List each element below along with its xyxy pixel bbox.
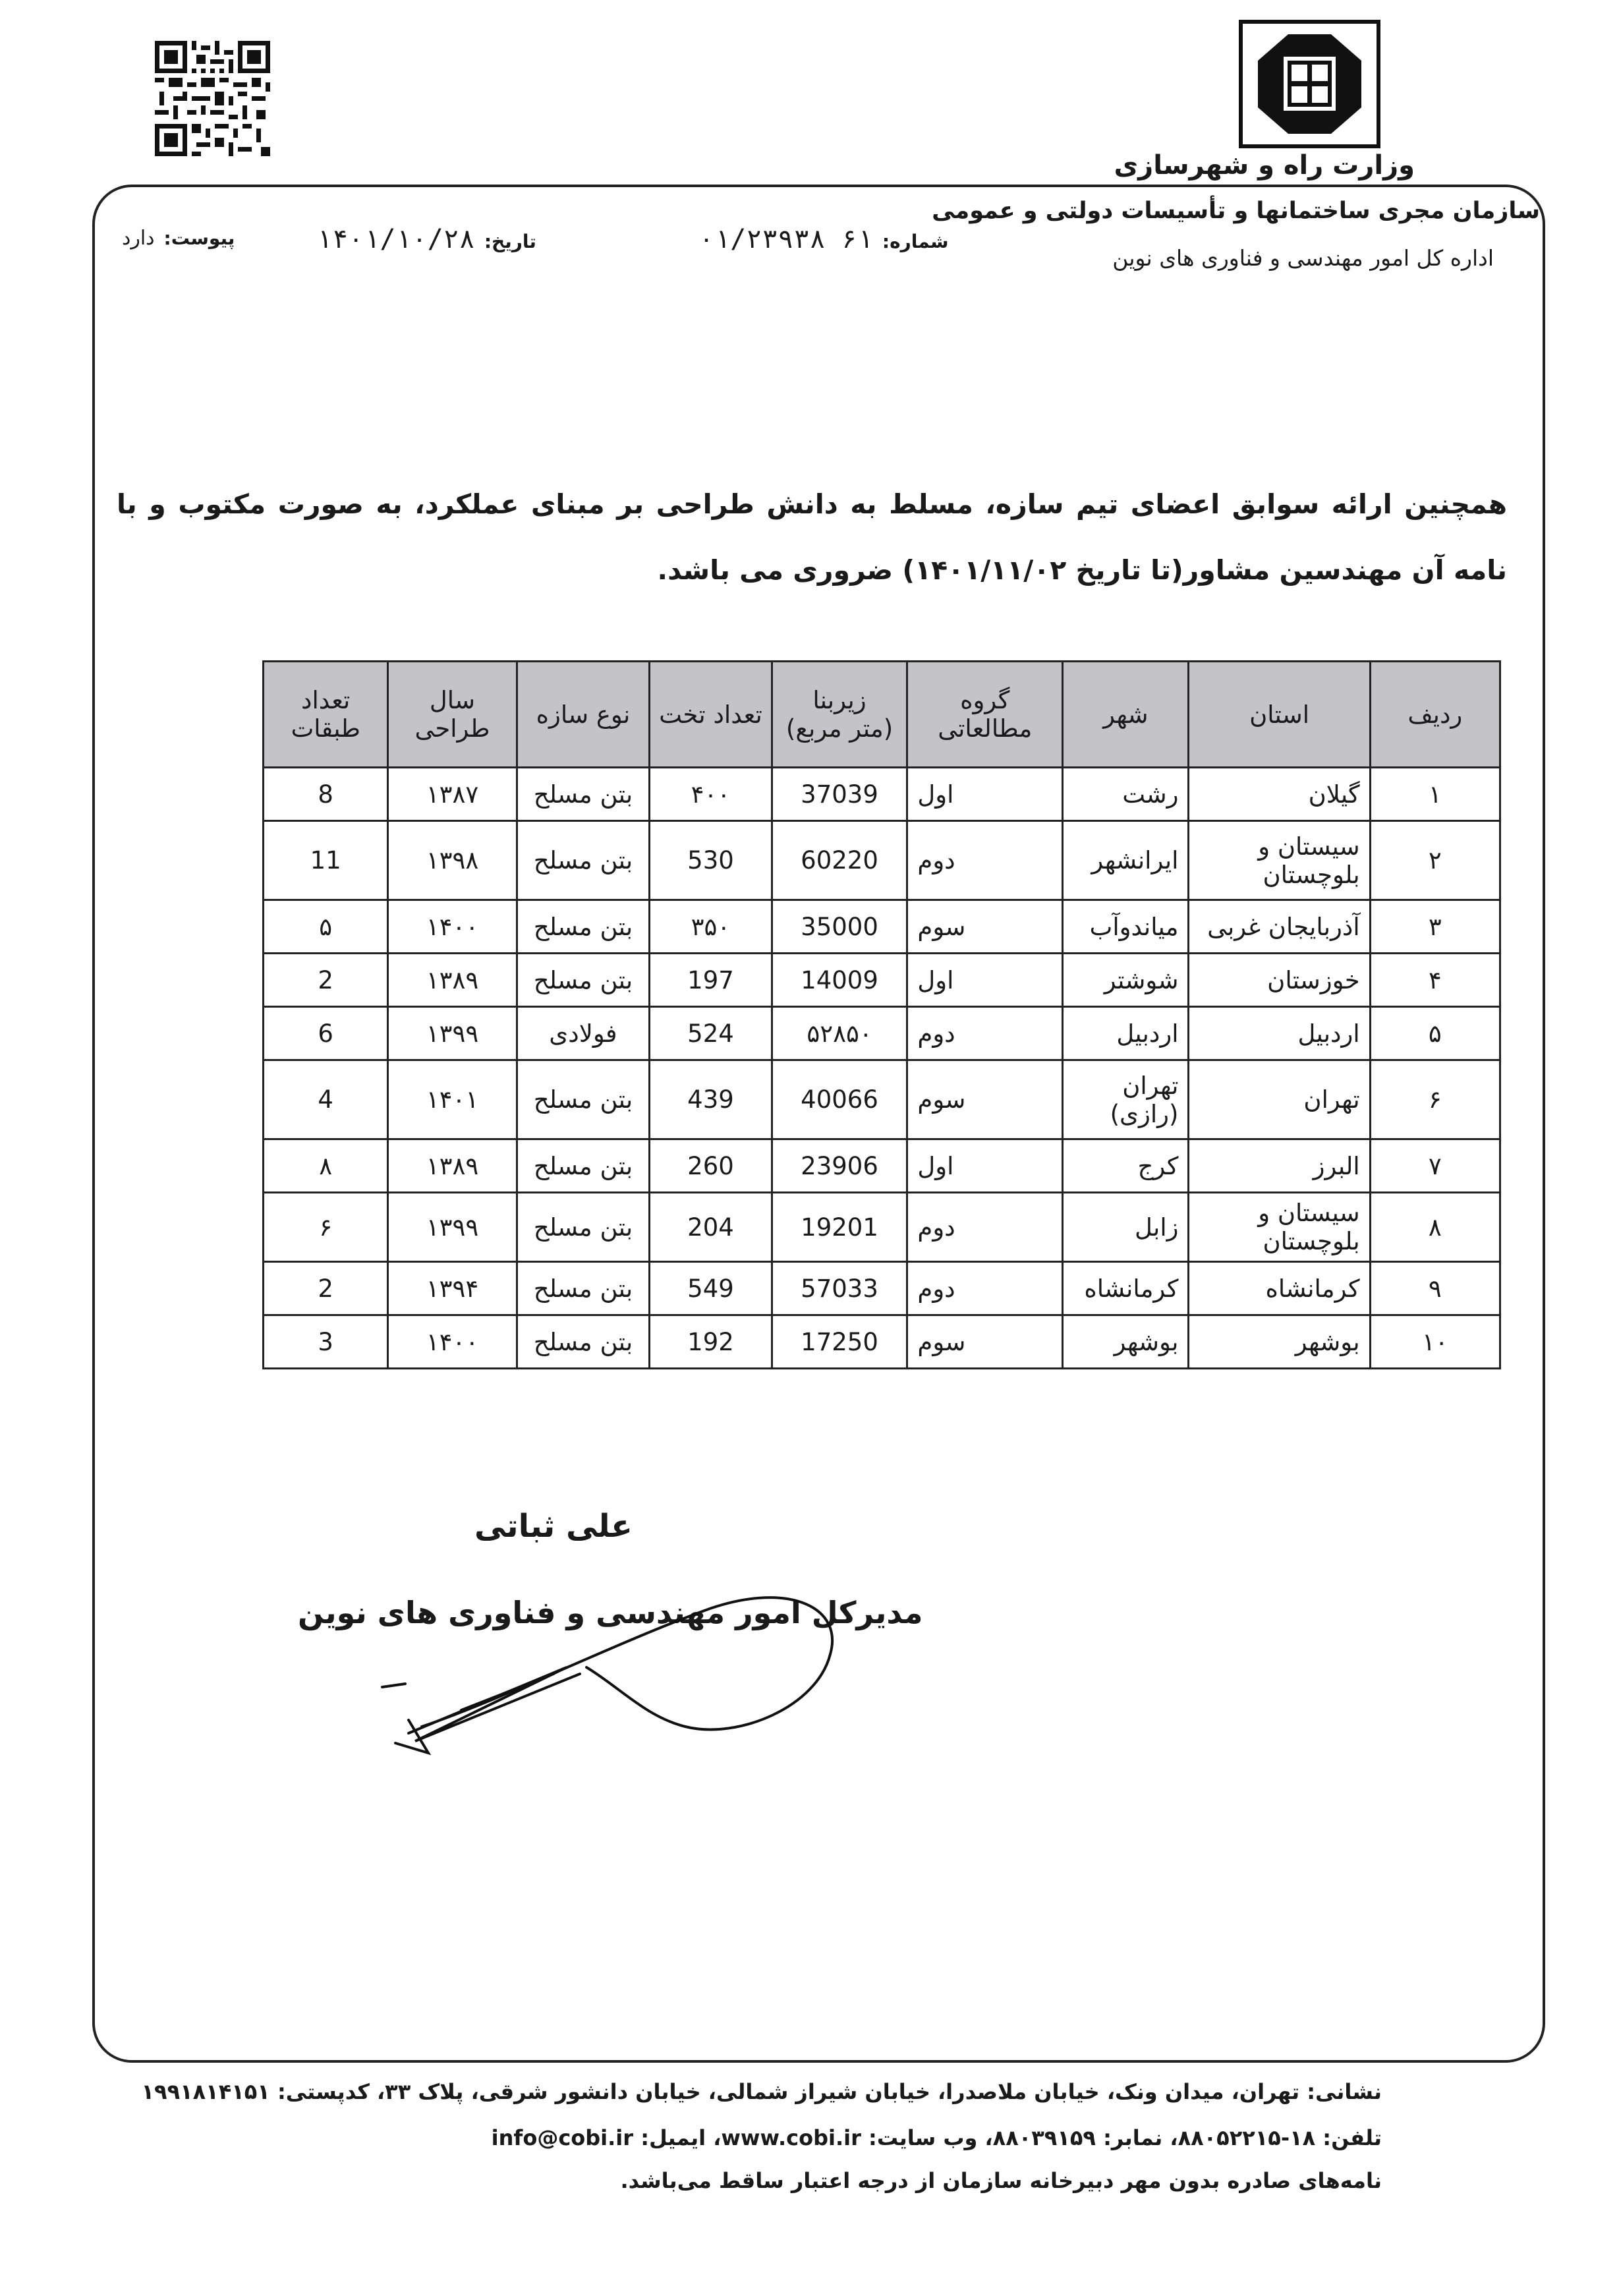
- cell-noe: بتن مسلح: [517, 954, 650, 1007]
- cell-ostan: گیلان: [1189, 768, 1370, 821]
- cell-gorooh: دوم: [907, 821, 1063, 900]
- cell-sal: ۱۳۸۹: [388, 1139, 517, 1193]
- header-shahr: شهر: [1063, 662, 1189, 768]
- cell-sal: ۱۴۰۱: [388, 1060, 517, 1139]
- cell-tabaghe: ۵: [264, 900, 388, 954]
- signature-icon: [369, 1568, 883, 1766]
- footer-contact: تلفن: ۱۸-۸۸۰۵۲۲۱۵، نمابر: ۸۸۰۳۹۱۵۹، وب سایت: www.cobi.ir، ایمیل: info@cobi.ir: [491, 2125, 1382, 2150]
- body-paragraph: همچنین ارائه سوابق اعضای تیم سازه، مسلط به دانش طراحی بر مبنای عملکرد، به صورت مکتوب و با نامه آن مهندسین مشاور(تا تاریخ ۱۴۰۱/۱۱/۰۲) ضروری می باشد.: [117, 488, 1507, 586]
- cell-shahr: تهران (رازی): [1063, 1060, 1189, 1139]
- cell-ostan: سیستان و بلوچستان: [1189, 821, 1370, 900]
- cell-tabaghe: 2: [264, 954, 388, 1007]
- cell-zir: 14009: [772, 954, 907, 1007]
- table-row: [264, 1060, 1500, 1139]
- cell-radif: ۴: [1370, 954, 1500, 1007]
- table-row: [264, 900, 1500, 954]
- cell-takht: 192: [650, 1315, 772, 1369]
- cell-ostan: کرمانشاه: [1189, 1262, 1370, 1315]
- cell-noe: بتن مسلح: [517, 1262, 650, 1315]
- footer-address: نشانی: تهران، میدان ونک، خیابان ملاصدرا، خیابان شیراز شمالی، خیابان دانشور شرقی، پلاک ۳۳، کدپستی: ۱۹۹۱۸۱۴۱۵۱: [141, 2079, 1382, 2104]
- cell-shahr: زابل: [1063, 1193, 1189, 1262]
- cell-takht: 439: [650, 1060, 772, 1139]
- cell-takht: 204: [650, 1193, 772, 1262]
- cell-tabaghe: 8: [264, 768, 388, 821]
- cell-zir: 37039: [772, 768, 907, 821]
- table-row: [264, 821, 1500, 900]
- cell-gorooh: دوم: [907, 1007, 1063, 1060]
- cell-takht: ۴۰۰: [650, 768, 772, 821]
- table-row: [264, 954, 1500, 1007]
- cell-radif: ۹: [1370, 1262, 1500, 1315]
- number-label: شماره:: [882, 231, 949, 252]
- cell-zir: 23906: [772, 1139, 907, 1193]
- cell-noe: بتن مسلح: [517, 900, 650, 954]
- cell-shahr: شوشتر: [1063, 954, 1189, 1007]
- cell-tabaghe: 11: [264, 821, 388, 900]
- cell-radif: ۶: [1370, 1060, 1500, 1139]
- cell-gorooh: اول: [907, 1139, 1063, 1193]
- cell-gorooh: اول: [907, 954, 1063, 1007]
- attachment-value: دارد: [122, 227, 155, 250]
- table-row: [264, 1193, 1500, 1262]
- cell-ostan: سیستان و بلوچستان: [1189, 1193, 1370, 1262]
- cell-zir: 60220: [772, 821, 907, 900]
- header-gorooh: گروه مطالعاتی: [907, 662, 1063, 768]
- cell-tabaghe: 2: [264, 1262, 388, 1315]
- cell-sal: ۱۳۹۴: [388, 1262, 517, 1315]
- cell-noe: بتن مسلح: [517, 821, 650, 900]
- cell-noe: بتن مسلح: [517, 768, 650, 821]
- cell-ostan: اردبیل: [1189, 1007, 1370, 1060]
- department-name: اداره کل امور مهندسی و فناوری های نوین: [1112, 245, 1494, 271]
- cell-tabaghe: 4: [264, 1060, 388, 1139]
- table-header-row: [264, 662, 1500, 768]
- header-ostan: استان: [1189, 662, 1370, 768]
- cell-gorooh: دوم: [907, 1193, 1063, 1262]
- number-value: ۶۱ ۰۱/۲۳۹۳۸: [698, 224, 873, 254]
- cell-shahr: ایرانشهر: [1063, 821, 1189, 900]
- cell-radif: ۸: [1370, 1193, 1500, 1262]
- cell-gorooh: اول: [907, 768, 1063, 821]
- cell-radif: ۱۰: [1370, 1315, 1500, 1369]
- cell-sal: ۱۳۹۹: [388, 1193, 517, 1262]
- cell-sal: ۱۴۰۰: [388, 900, 517, 954]
- table-row: [264, 1262, 1500, 1315]
- signer-title: مدیرکل امور مهندسی و فناوری های نوین: [298, 1595, 923, 1630]
- cell-zir: 17250: [772, 1315, 907, 1369]
- cell-takht: 197: [650, 954, 772, 1007]
- cell-noe: بتن مسلح: [517, 1060, 650, 1139]
- table-row: [264, 1139, 1500, 1193]
- cell-shahr: کرج: [1063, 1139, 1189, 1193]
- cell-tabaghe: 3: [264, 1315, 388, 1369]
- cell-zir: 57033: [772, 1262, 907, 1315]
- cell-shahr: اردبیل: [1063, 1007, 1189, 1060]
- header-sal: سال طراحی: [388, 662, 517, 768]
- cell-radif: ۷: [1370, 1139, 1500, 1193]
- cell-noe: بتن مسلح: [517, 1139, 650, 1193]
- cell-zir: 40066: [772, 1060, 907, 1139]
- cell-radif: ۱: [1370, 768, 1500, 821]
- cell-takht: 260: [650, 1139, 772, 1193]
- cell-ostan: تهران: [1189, 1060, 1370, 1139]
- projects-table: [262, 660, 1501, 1369]
- cell-sal: ۱۳۹۹: [388, 1007, 517, 1060]
- cell-sal: ۱۴۰۰: [388, 1315, 517, 1369]
- cell-tabaghe: ۸: [264, 1139, 388, 1193]
- cell-gorooh: سوم: [907, 1315, 1063, 1369]
- cell-radif: ۵: [1370, 1007, 1500, 1060]
- cell-shahr: رشت: [1063, 768, 1189, 821]
- organization-name: سازمان مجری ساختمانها و تأسیسات دولتی و عمومی: [932, 198, 1540, 224]
- cell-radif: ۲: [1370, 821, 1500, 900]
- cell-noe: بتن مسلح: [517, 1315, 650, 1369]
- qr-code-icon: [155, 41, 270, 156]
- cell-ostan: آذربایجان غربی: [1189, 900, 1370, 954]
- header-takht: تعداد تخت: [650, 662, 772, 768]
- cell-sal: ۱۳۸۷: [388, 768, 517, 821]
- ministry-logo-icon: [1239, 20, 1380, 148]
- cell-radif: ۳: [1370, 900, 1500, 954]
- header-tabaghat: تعداد طبقات: [264, 662, 388, 768]
- table-row: [264, 768, 1500, 821]
- cell-gorooh: سوم: [907, 900, 1063, 954]
- cell-shahr: میاندوآب: [1063, 900, 1189, 954]
- cell-shahr: کرمانشاه: [1063, 1262, 1189, 1315]
- table-row: [264, 1315, 1500, 1369]
- cell-ostan: البرز: [1189, 1139, 1370, 1193]
- table-row: [264, 1007, 1500, 1060]
- cell-noe: فولادی: [517, 1007, 650, 1060]
- footer-notice: نامه‌های صادره بدون مهر دبیرخانه سازمان از درجه اعتبار ساقط می‌باشد.: [620, 2168, 1382, 2193]
- cell-takht: ۳۵۰: [650, 900, 772, 954]
- cell-zir: 35000: [772, 900, 907, 954]
- date-value: ۱۴۰۱/۱۰/۲۸: [316, 224, 475, 254]
- cell-takht: 549: [650, 1262, 772, 1315]
- cell-takht: 524: [650, 1007, 772, 1060]
- cell-zir: 19201: [772, 1193, 907, 1262]
- cell-sal: ۱۳۸۹: [388, 954, 517, 1007]
- cell-noe: بتن مسلح: [517, 1193, 650, 1262]
- cell-tabaghe: ۶: [264, 1193, 388, 1262]
- signer-name: علی ثباتی: [474, 1508, 633, 1545]
- cell-zir: ۵۲۸۵۰: [772, 1007, 907, 1060]
- cell-shahr: بوشهر: [1063, 1315, 1189, 1369]
- date-label: تاریخ:: [484, 231, 536, 252]
- header-zirbana: زیربنا (متر مربع): [772, 662, 907, 768]
- header-radif: ردیف: [1370, 662, 1500, 768]
- cell-takht: 530: [650, 821, 772, 900]
- cell-ostan: خوزستان: [1189, 954, 1370, 1007]
- cell-gorooh: دوم: [907, 1262, 1063, 1315]
- cell-ostan: بوشهر: [1189, 1315, 1370, 1369]
- header-noe-saze: نوع سازه: [517, 662, 650, 768]
- attachment-label: پیوست:: [163, 227, 235, 249]
- cell-gorooh: سوم: [907, 1060, 1063, 1139]
- ministry-name: وزارت راه و شهرسازی: [1114, 150, 1415, 181]
- cell-sal: ۱۳۹۸: [388, 821, 517, 900]
- cell-tabaghe: 6: [264, 1007, 388, 1060]
